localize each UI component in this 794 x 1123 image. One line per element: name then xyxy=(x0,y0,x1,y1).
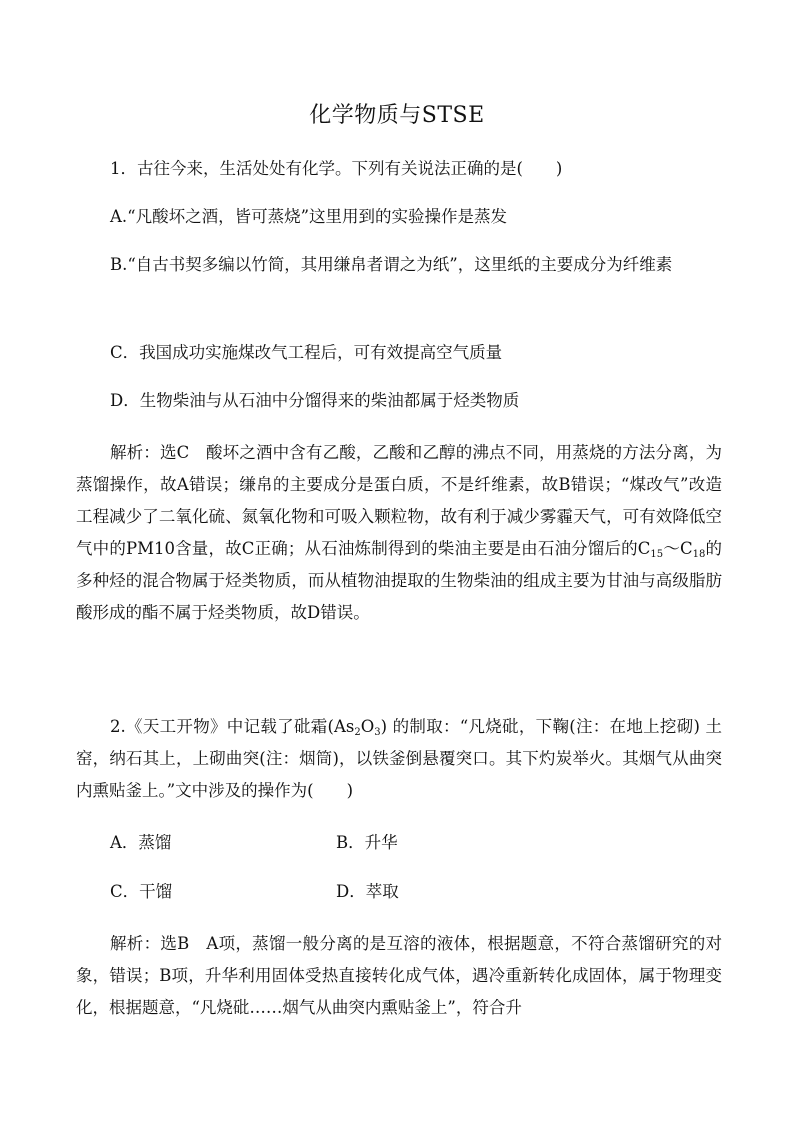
question-2-stem xyxy=(76,711,722,807)
document-title: 化学物质与STSE xyxy=(309,103,485,128)
stem-text-3: ) 的制取：“凡烧砒，下鞠(注：在地上挖砌) 土窑，纳石其上，上砌曲突(注：烟筒)，以铁釜倒悬覆突口。其下灼炭举火。其烟气从曲突内熏贴釜上。”文中涉及的操作为( ) xyxy=(76,717,722,800)
stem-text-1: 2.《天工开物》中记载了砒霜(As xyxy=(110,717,355,736)
question-1-option-b: B.“自古书契多编以竹简，其用缣帛者谓之为纸”，这里纸的主要成分为纤维素 xyxy=(110,255,673,274)
analysis-text-3: 的多种烃的混合物属于烃类物质，而从植物油提取的生物柴油的组成主要为甘油与高级脂肪酸形成的酯不属于烃类物质，故D错误。 xyxy=(76,539,723,622)
subscript-2: 2 xyxy=(354,727,361,738)
question-2-option-a: A．蒸馏 xyxy=(110,833,172,852)
stem-text-2: O xyxy=(360,717,375,736)
question-1-option-d: D．生物柴油与从石油中分馏得来的柴油都属于烃类物质 xyxy=(110,391,520,410)
question-2-analysis: 解析：选B A项，蒸馏一般分离的是互溶的液体，根据题意，不符合蒸馏研究的对象，错误；B项，升华利用固体受热直接转化成气体，遇冷重新转化成固体，属于物理变化，根据题意，“凡烧砒……烟气从曲突内熏贴釜上”，符合升 xyxy=(76,934,722,1017)
question-2-option-d: D．萃取 xyxy=(336,882,399,901)
analysis-text-2: ～C xyxy=(663,539,693,558)
subscript-18: 18 xyxy=(692,549,706,560)
question-2-option-b: B．升华 xyxy=(336,833,398,852)
question-1-analysis xyxy=(76,437,722,629)
question-1-option-a: A.“凡酸坏之酒，皆可蒸烧”这里用到的实验操作是蒸发 xyxy=(110,207,508,226)
subscript-3: 3 xyxy=(374,727,381,738)
subscript-15: 15 xyxy=(650,549,664,560)
question-2-option-c: C．干馏 xyxy=(110,882,173,901)
question-1-option-c: C．我国成功实施煤改气工程后，可有效提高空气质量 xyxy=(110,343,503,362)
analysis-text-1: 解析：选C 酸坏之酒中含有乙酸，乙酸和乙醇的沸点不同，用蒸烧的方法分离，为蒸馏操作，故A错误；缣帛的主要成分是蛋白质，不是纤维素，故B错误；“煤改气”改造工程减少了二氧化硫、氮氧化物和可吸入颗粒物，故有利于减少雾霾天气，可有效降低空气中的PM10含量，故C正确；从石油炼制得到的柴油主要是由石油分馏后的C xyxy=(76,443,722,558)
question-1-stem: 1．古往今来，生活处处有化学。下列有关说法正确的是( ) xyxy=(110,159,563,178)
